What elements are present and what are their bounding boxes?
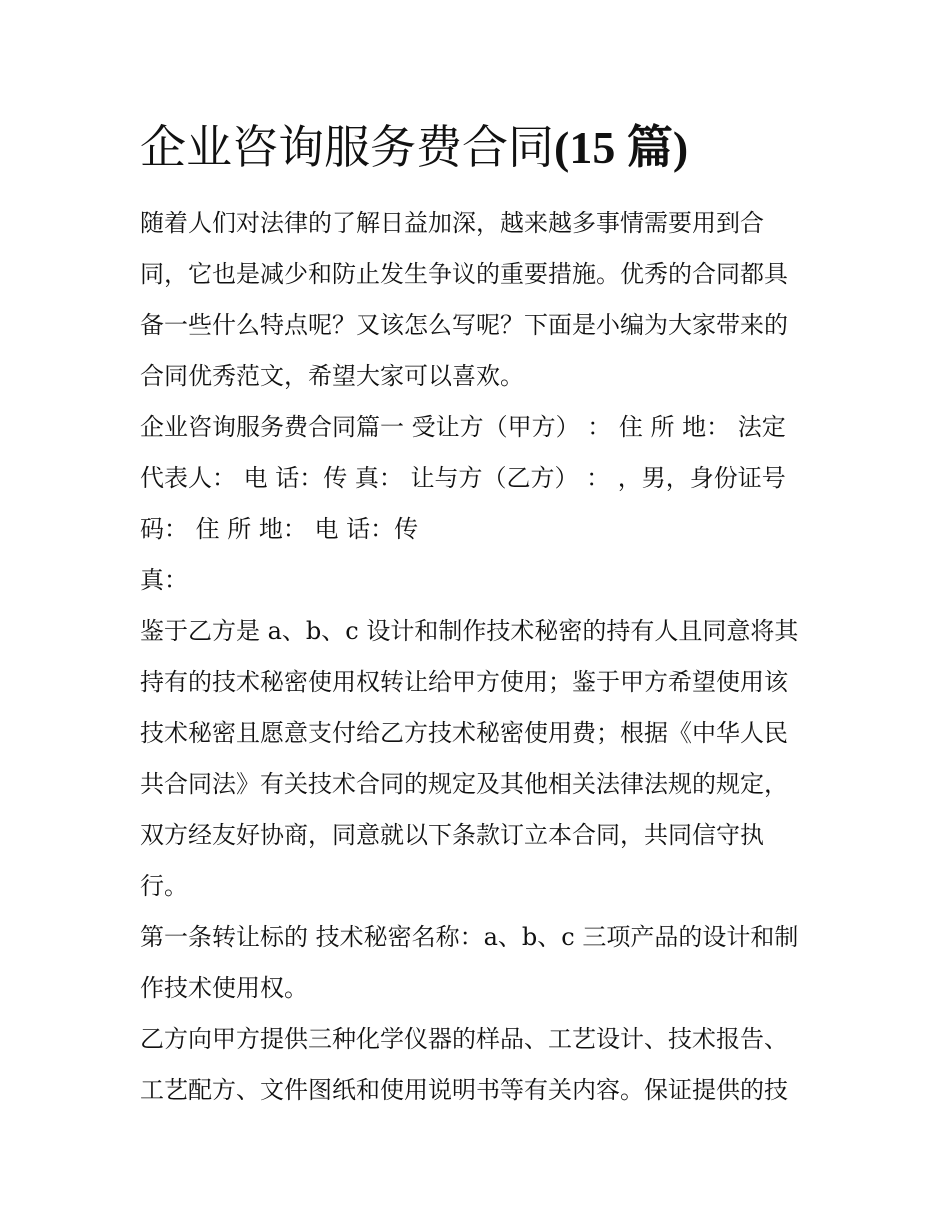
text-line: 技术秘密且愿意支付给乙方技术秘密使用费；根据《中华人民 [140,719,788,747]
document-title [140,117,840,178]
title-text: 企业咨询服务费合同 [140,120,554,174]
text-line: 合同优秀范文，希望大家可以喜欢。 [140,362,524,390]
text-line: 真： [140,566,188,594]
text-line: 码： 住 所 地： 电 话：传 [140,515,419,543]
text-line: 代表人： 电 话：传 真： 让与方（乙方） ： ，男，身份证号 [140,464,786,492]
text-line: 共合同法》有关技术合同的规定及其他相关法律法规的规定， [140,770,788,798]
text-line: 第一条转让标的 技术秘密名称：a、b、c 三项产品的设计和制 [140,923,799,951]
text-line: 随着人们对法律的了解日益加深，越来越多事情需要用到合 [140,209,764,237]
text-line: 双方经友好协商，同意就以下条款订立本合同，共同信守执 [140,821,764,849]
text-line: 鉴于乙方是 a、b、c 设计和制作技术秘密的持有人且同意将其 [140,617,799,645]
text-line: 乙方向甲方提供三种化学仪器的样品、工艺设计、技术报告、 [140,1025,788,1053]
text-line: 作技术使用权。 [140,974,308,1002]
paragraph-whereas [140,606,820,912]
text-line: 行。 [140,872,188,900]
text-line: 工艺配方、文件图纸和使用说明书等有关内容。保证提供的技 [140,1076,788,1104]
text-line: 同，它也是减少和防止发生争议的重要措施。优秀的合同都具 [140,260,788,288]
title-count: (15 篇) [554,122,689,173]
paragraph-parties [140,402,820,606]
document-body [140,198,820,1116]
paragraph-deliverables [140,1014,820,1116]
text-line: 持有的技术秘密使用权转让给甲方使用；鉴于甲方希望使用该 [140,668,788,696]
paragraph-article-one [140,912,820,1014]
text-line: 备一些什么特点呢？又该怎么写呢？下面是小编为大家带来的 [140,311,788,339]
text-line: 企业咨询服务费合同篇一 受让方（甲方） ： 住 所 地： 法定 [140,413,786,441]
paragraph-intro [140,198,820,402]
